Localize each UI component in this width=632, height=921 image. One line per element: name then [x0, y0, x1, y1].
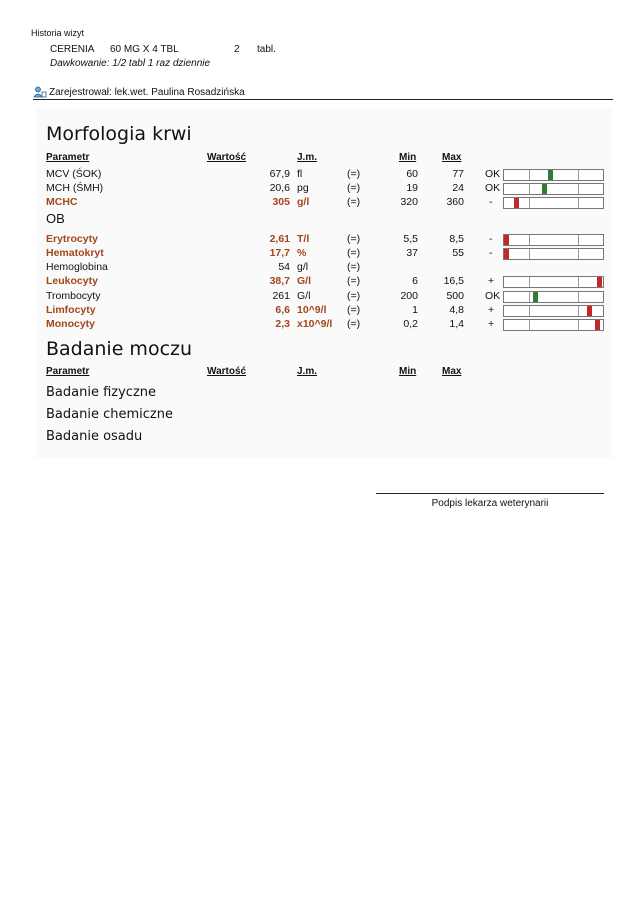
registered-line: [33, 86, 245, 98]
row-value: 305: [272, 196, 290, 208]
blood-col-max: Max: [442, 152, 462, 163]
range-marker: [597, 277, 602, 287]
row-value: 67,9: [269, 168, 290, 180]
row-value: 20,6: [269, 182, 290, 194]
row-name: MCHC: [46, 196, 78, 208]
range-bar-divider: [529, 184, 530, 194]
row-eq: (=): [347, 304, 361, 316]
urine-physical: Badanie fizyczne: [46, 385, 156, 400]
blood-col-unit: J.m.: [297, 152, 318, 163]
drug-unit: tabl.: [257, 44, 276, 55]
row-min: 0,2: [403, 318, 418, 330]
row-max: 8,5: [449, 233, 464, 245]
row-name: Trombocyty: [46, 290, 101, 302]
row-name: MCH (ŚMH): [46, 182, 104, 194]
range-bar-divider: [529, 198, 530, 208]
urine-col-unit: J.m.: [297, 366, 318, 377]
range-bar-divider: [578, 306, 579, 316]
row-eq: (=): [347, 168, 361, 180]
range-bar: [503, 319, 604, 331]
row-max: 24: [452, 182, 464, 194]
range-bar: [503, 291, 604, 303]
drug-dose: 60 MG X 4 TBL: [110, 44, 179, 55]
range-bar: [503, 305, 604, 317]
row-status: +: [488, 275, 495, 287]
range-bar-divider: [578, 249, 579, 259]
row-unit: fl: [297, 168, 303, 180]
row-max: 16,5: [443, 275, 464, 287]
row-value: 6,6: [275, 304, 290, 316]
row-unit: G/l: [297, 275, 312, 287]
range-bar-divider: [578, 198, 579, 208]
doctor-icon: [33, 86, 47, 98]
row-eq: (=): [347, 290, 361, 302]
row-name: Erytrocyty: [46, 233, 98, 245]
row-unit: g/l: [297, 196, 310, 208]
row-min: 320: [400, 196, 418, 208]
row-value: 2,3: [275, 318, 290, 330]
document-title: Historia wizyt: [31, 28, 85, 38]
row-unit: %: [297, 247, 307, 259]
row-max: 4,8: [449, 304, 464, 316]
range-marker: [504, 249, 509, 259]
urine-col-param: Parametr: [46, 366, 90, 377]
range-bar: [503, 248, 604, 260]
range-bar-divider: [578, 170, 579, 180]
row-min: 5,5: [403, 233, 418, 245]
row-name: MCV (ŚOK): [46, 168, 102, 180]
row-status: OK: [485, 290, 501, 302]
row-eq: (=): [347, 182, 361, 194]
row-min: 37: [406, 247, 418, 259]
row-status: OK: [485, 182, 501, 194]
urine-sediment: Badanie osadu: [46, 429, 143, 444]
row-status: OK: [485, 168, 501, 180]
range-bar-divider: [529, 170, 530, 180]
row-status: -: [489, 196, 493, 208]
row-name: Hemoglobina: [46, 261, 108, 273]
row-max: 55: [452, 247, 464, 259]
row-unit: pg: [297, 182, 309, 194]
row-max: 77: [452, 168, 464, 180]
row-min: 60: [406, 168, 418, 180]
row-unit: x10^9/l: [297, 318, 333, 330]
row-name: Leukocyty: [46, 275, 98, 287]
range-bar-divider: [529, 277, 530, 287]
range-bar-divider: [529, 249, 530, 259]
row-value: 38,7: [269, 275, 290, 287]
drug-qty: 2: [234, 44, 240, 55]
row-eq: (=): [347, 233, 361, 245]
range-marker: [514, 198, 519, 208]
row-min: 6: [412, 275, 418, 287]
row-eq: (=): [347, 247, 361, 259]
row-max: 360: [446, 196, 464, 208]
header-divider: [33, 99, 613, 100]
range-marker: [548, 170, 553, 180]
row-eq: (=): [347, 196, 361, 208]
row-value: 2,61: [269, 233, 290, 245]
range-marker: [542, 184, 547, 194]
blood-col-min: Min: [399, 152, 417, 163]
urine-col-min: Min: [399, 366, 417, 377]
row-status: +: [488, 304, 495, 316]
blood-col-param: Parametr: [46, 152, 90, 163]
urine-chemical: Badanie chemiczne: [46, 407, 173, 422]
range-bar-divider: [529, 235, 530, 245]
row-min: 1: [412, 304, 418, 316]
row-max: 1,4: [449, 318, 464, 330]
row-eq: (=): [347, 318, 361, 330]
row-name: Limfocyty: [46, 304, 96, 316]
range-bar: [503, 234, 604, 246]
row-eq: (=): [347, 261, 361, 273]
row-value: 17,7: [269, 247, 290, 259]
range-bar: [503, 197, 604, 209]
dosage-text: Dawkowanie: 1/2 tabl 1 raz dziennie: [50, 58, 211, 69]
range-bar-divider: [578, 235, 579, 245]
range-bar-divider: [578, 320, 579, 330]
row-eq: (=): [347, 275, 361, 287]
row-name: Hematokryt: [46, 247, 104, 259]
range-marker: [587, 306, 592, 316]
row-value: 261: [272, 290, 290, 302]
row-value: 54: [278, 261, 290, 273]
row-unit: G/l: [297, 290, 311, 302]
registered-text: Zarejestrował: lek.wet. Paulina Rosadzińska: [49, 86, 245, 98]
drug-name: CERENIA: [50, 44, 95, 55]
range-bar-divider: [578, 292, 579, 302]
urine-section-title: Badanie moczu: [46, 338, 193, 360]
range-bar-divider: [578, 277, 579, 287]
range-bar-divider: [529, 306, 530, 316]
row-status: -: [489, 247, 493, 259]
range-marker: [533, 292, 538, 302]
signature-line: [376, 493, 604, 494]
row-min: 200: [400, 290, 418, 302]
row-min: 19: [406, 182, 418, 194]
range-bar: [503, 169, 604, 181]
range-marker: [504, 235, 509, 245]
row-unit: 10^9/l: [297, 304, 327, 316]
range-bar: [503, 183, 604, 195]
blood-section-title: Morfologia krwi: [46, 123, 192, 145]
urine-col-max: Max: [442, 366, 462, 377]
row-max: 500: [446, 290, 464, 302]
ob-label: OB: [46, 211, 65, 226]
range-bar: [503, 276, 604, 288]
row-name: Monocyty: [46, 318, 96, 330]
range-marker: [595, 320, 600, 330]
urine-col-value: Wartość: [207, 366, 247, 377]
row-status: +: [488, 318, 495, 330]
range-bar-divider: [578, 184, 579, 194]
range-bar-divider: [529, 320, 530, 330]
range-bar-divider: [529, 292, 530, 302]
blood-col-value: Wartość: [207, 152, 247, 163]
row-unit: T/l: [297, 233, 310, 245]
signature-label: Podpis lekarza weterynarii: [431, 498, 549, 509]
row-status: -: [489, 233, 493, 245]
row-unit: g/l: [297, 261, 309, 273]
